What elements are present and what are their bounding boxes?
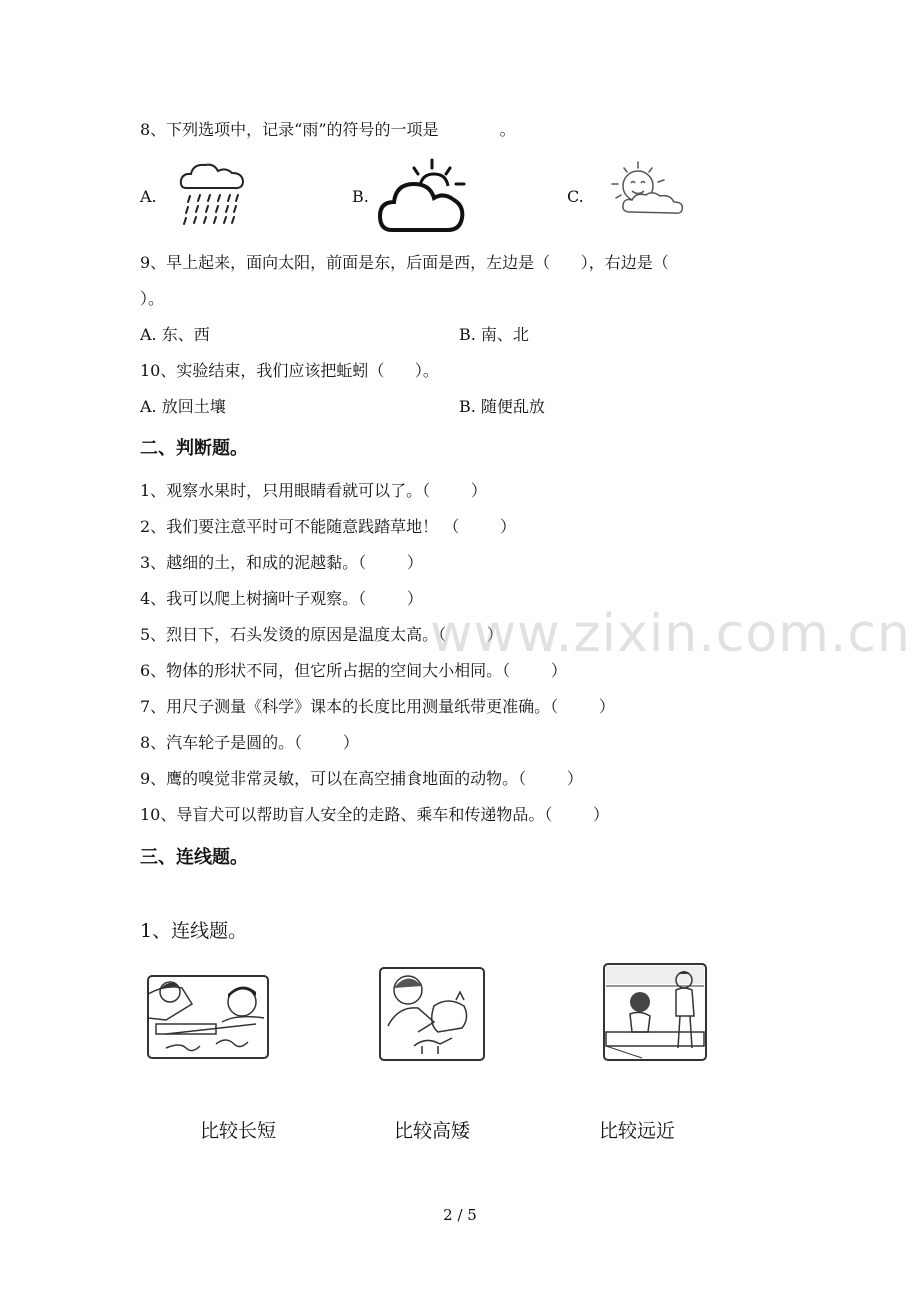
watermark: www.zixin.com.cn: [430, 604, 911, 664]
q9-stem-line2: ）。: [140, 289, 165, 308]
judgement-item: 9、鹰的嗅觉非常灵敏，可以在高空捕食地面的动物。（ ）: [140, 769, 583, 788]
q9-option-a: A. 东、西: [140, 325, 210, 344]
q8-stem: 8、下列选项中，记录“雨”的符号的一项是 。: [140, 120, 516, 139]
judgement-item: 4、我可以爬上树摘叶子观察。（ ）: [140, 589, 423, 608]
q9-stem-line1: 9、早上起来，面向太阳，前面是东，后面是西，左边是（ ），右边是（: [140, 253, 669, 272]
q10-option-a: A. 放回土壤: [140, 397, 226, 416]
caption-compare-length: 比较长短: [200, 1120, 277, 1142]
q9-option-b: B. 南、北: [459, 325, 529, 344]
section-title-matching: 三、连线题。: [140, 847, 248, 868]
cloudy-icon: [376, 156, 468, 234]
judgement-item: 6、物体的形状不同，但它所占据的空间大小相同。（ ）: [140, 661, 567, 680]
kids-sitting-illustration: [602, 962, 708, 1062]
judgement-item: 3、越细的土，和成的泥越黏。（ ）: [140, 553, 423, 572]
matching-question-title: 1、连线题。: [140, 920, 248, 942]
q10-option-b: B. 随便乱放: [459, 397, 545, 416]
sun-behind-cloud-icon: [604, 160, 686, 218]
page-number: 2 / 5: [443, 1206, 477, 1224]
q8-option-a-label: A.: [140, 187, 157, 206]
measuring-snake-illustration: [146, 974, 270, 1060]
caption-compare-height: 比较高矮: [394, 1120, 471, 1142]
judgement-item: 2、我们要注意平时可不能随意践踏草地！ （ ）: [140, 517, 516, 536]
rain-cloud-icon: [176, 160, 248, 228]
judgement-item: 5、烈日下，石头发烫的原因是温度太高。（ ）: [140, 625, 503, 644]
judgement-item: 7、用尺子测量《科学》课本的长度比用测量纸带更准确。（ ）: [140, 697, 615, 716]
q10-stem: 10、实验结束，我们应该把蚯蚓（ ）。: [140, 361, 439, 380]
q8-option-c-label: C.: [567, 187, 584, 206]
caption-compare-distance: 比较远近: [599, 1120, 676, 1142]
judgement-item: 8、汽车轮子是圆的。（ ）: [140, 733, 359, 752]
judgement-item: 1、观察水果时，只用眼睛看就可以了。（ ）: [140, 481, 487, 500]
q8-option-b-label: B.: [352, 187, 369, 206]
dog-and-cat-illustration: [378, 966, 486, 1062]
section-title-judgement: 二、判断题。: [140, 438, 248, 459]
judgement-item: 10、导盲犬可以帮助盲人安全的走路、乘车和传递物品。（ ）: [140, 805, 610, 824]
